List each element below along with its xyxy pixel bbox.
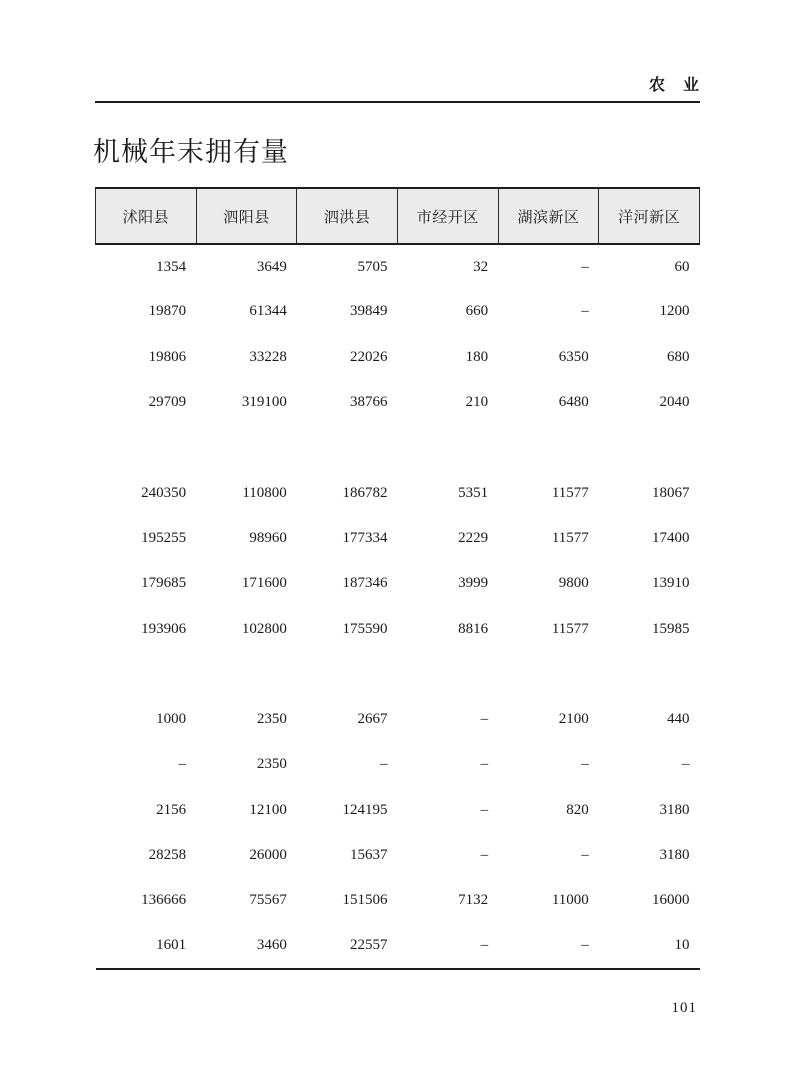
table-cell bbox=[96, 425, 197, 470]
table-row bbox=[96, 244, 700, 289]
table-row bbox=[96, 516, 700, 561]
table-cell: 124195 bbox=[342, 801, 388, 818]
table-cell bbox=[498, 425, 599, 470]
table-cell: 11577 bbox=[551, 484, 589, 501]
spacer-row bbox=[96, 425, 700, 470]
table-cell: 17400 bbox=[652, 529, 690, 546]
table-cell: 6350 bbox=[558, 348, 589, 365]
column-header: 市经开区 bbox=[397, 188, 498, 244]
table-cell: 26000 bbox=[249, 847, 287, 863]
table-row bbox=[96, 878, 700, 923]
table-cell: 32 bbox=[473, 258, 489, 275]
page-number: 101 bbox=[671, 1000, 697, 1016]
table-row bbox=[96, 606, 700, 651]
column-header: 湖滨新区 bbox=[498, 188, 599, 244]
table-cell bbox=[297, 652, 398, 697]
column-header: 沭阳县 bbox=[96, 188, 197, 244]
table-cell: 8816 bbox=[458, 620, 489, 637]
table-header-row bbox=[96, 188, 700, 244]
table-cell: 2350 bbox=[256, 711, 287, 728]
table-cell: 75567 bbox=[249, 892, 287, 909]
table-cell: 2229 bbox=[458, 529, 489, 546]
table-cell: – bbox=[581, 303, 589, 320]
table-cell: – bbox=[480, 801, 489, 818]
table-cell: 2350 bbox=[256, 756, 287, 773]
table-cell: – bbox=[480, 711, 489, 728]
table-cell: 2667 bbox=[357, 711, 388, 728]
table-body bbox=[96, 244, 700, 969]
table-cell bbox=[599, 425, 700, 470]
table-cell: 3180 bbox=[659, 847, 690, 863]
table-cell: 22026 bbox=[349, 348, 388, 365]
table-cell: 29709 bbox=[148, 394, 187, 411]
table-cell: 3999 bbox=[458, 575, 489, 592]
table-cell: 33228 bbox=[249, 348, 287, 365]
table-cell: 5705 bbox=[357, 258, 388, 275]
table-cell: 15637 bbox=[349, 847, 388, 863]
table-cell: – bbox=[581, 847, 589, 863]
table-cell: 820 bbox=[566, 801, 589, 818]
table-cell: – bbox=[178, 756, 187, 773]
table-cell: 680 bbox=[667, 348, 690, 365]
table-cell: 28258 bbox=[148, 847, 187, 863]
table-cell: 11577 bbox=[551, 529, 589, 546]
table-row bbox=[96, 470, 700, 515]
table-cell: 13910 bbox=[652, 575, 690, 592]
table-cell: 12100 bbox=[249, 801, 287, 818]
table-cell: 6480 bbox=[558, 394, 589, 411]
table-cell bbox=[196, 652, 297, 697]
table-row bbox=[96, 788, 700, 833]
table-cell: 2100 bbox=[558, 711, 589, 728]
table-cell: 3180 bbox=[659, 801, 690, 818]
table-row bbox=[96, 335, 700, 380]
table-row bbox=[96, 742, 700, 787]
column-header: 洋河新区 bbox=[599, 188, 700, 244]
table-cell: 15985 bbox=[652, 620, 690, 637]
table-cell bbox=[498, 652, 599, 697]
chapter-header bbox=[95, 72, 700, 103]
table-cell: – bbox=[480, 756, 489, 773]
table-cell: 11000 bbox=[551, 892, 589, 909]
table-cell: 175590 bbox=[342, 620, 388, 637]
table-cell: 171600 bbox=[241, 575, 287, 592]
table-row bbox=[96, 380, 700, 425]
table-cell: 11577 bbox=[551, 620, 589, 637]
table-cell: 38766 bbox=[349, 394, 388, 411]
table-cell: 7132 bbox=[458, 892, 489, 909]
table-cell: 210 bbox=[465, 394, 489, 411]
table-cell: 187346 bbox=[342, 575, 388, 592]
table-cell: – bbox=[581, 756, 589, 773]
chapter-header-label: 农 业 bbox=[648, 77, 700, 94]
table-cell: 3460 bbox=[196, 923, 297, 968]
table-cell: 98960 bbox=[249, 529, 287, 546]
table-cell: 151506 bbox=[342, 892, 388, 909]
table-cell: – bbox=[397, 923, 498, 968]
table-cell: 1000 bbox=[156, 711, 187, 728]
table-cell: 1601 bbox=[96, 923, 197, 968]
table-cell: 193906 bbox=[141, 620, 187, 637]
table-header bbox=[96, 188, 700, 244]
column-header: 泗阳县 bbox=[196, 188, 297, 244]
table-cell: 319100 bbox=[241, 394, 287, 411]
table-cell: 39849 bbox=[349, 303, 388, 320]
table-cell: 440 bbox=[667, 711, 690, 728]
column-header: 泗洪县 bbox=[297, 188, 398, 244]
table-row bbox=[96, 289, 700, 334]
table-cell: 186782 bbox=[342, 484, 388, 501]
table-cell: 10 bbox=[599, 923, 700, 968]
table-cell bbox=[96, 652, 197, 697]
table-cell: 16000 bbox=[652, 892, 690, 909]
table-row bbox=[96, 697, 700, 742]
table-cell: – bbox=[498, 923, 599, 968]
table-cell: 5351 bbox=[458, 484, 489, 501]
table-cell: 195255 bbox=[141, 529, 187, 546]
table-cell: 1200 bbox=[659, 303, 690, 320]
table-cell: – bbox=[682, 756, 690, 773]
table-row bbox=[96, 561, 700, 606]
table-cell: – bbox=[480, 847, 489, 863]
table-cell bbox=[297, 425, 398, 470]
table-cell bbox=[599, 652, 700, 697]
table-cell: – bbox=[581, 258, 589, 275]
table-cell bbox=[196, 425, 297, 470]
table-cell: 9800 bbox=[558, 575, 589, 592]
table-cell: 19806 bbox=[148, 348, 187, 365]
table-cell: 179685 bbox=[141, 575, 187, 592]
table-cell: 2040 bbox=[659, 394, 690, 411]
table-cell: 136666 bbox=[141, 892, 187, 909]
table-cell: – bbox=[379, 756, 388, 773]
table-cell: 660 bbox=[465, 303, 489, 320]
table-cell: 3649 bbox=[256, 258, 287, 275]
table-cell bbox=[397, 425, 498, 470]
statistics-table bbox=[95, 187, 700, 970]
table-cell: 110800 bbox=[242, 484, 287, 501]
spacer-row bbox=[96, 652, 700, 697]
table-cell: 180 bbox=[465, 348, 489, 365]
table-cell bbox=[397, 652, 498, 697]
table-cell: 2156 bbox=[156, 801, 187, 818]
table-cell: 19870 bbox=[148, 303, 187, 320]
table-cell: 177334 bbox=[342, 529, 388, 546]
table-row bbox=[96, 923, 700, 968]
table-cell: 60 bbox=[674, 258, 690, 275]
table-cell: 1354 bbox=[156, 258, 187, 275]
table-cell: 102800 bbox=[241, 620, 287, 637]
table-cell: 61344 bbox=[249, 303, 287, 320]
table-row bbox=[96, 833, 700, 878]
page-title: 机械年末拥有量 bbox=[93, 137, 289, 167]
table-cell: 18067 bbox=[652, 484, 690, 501]
table-cell: 22557 bbox=[297, 923, 398, 968]
table-cell: 240350 bbox=[141, 484, 187, 501]
